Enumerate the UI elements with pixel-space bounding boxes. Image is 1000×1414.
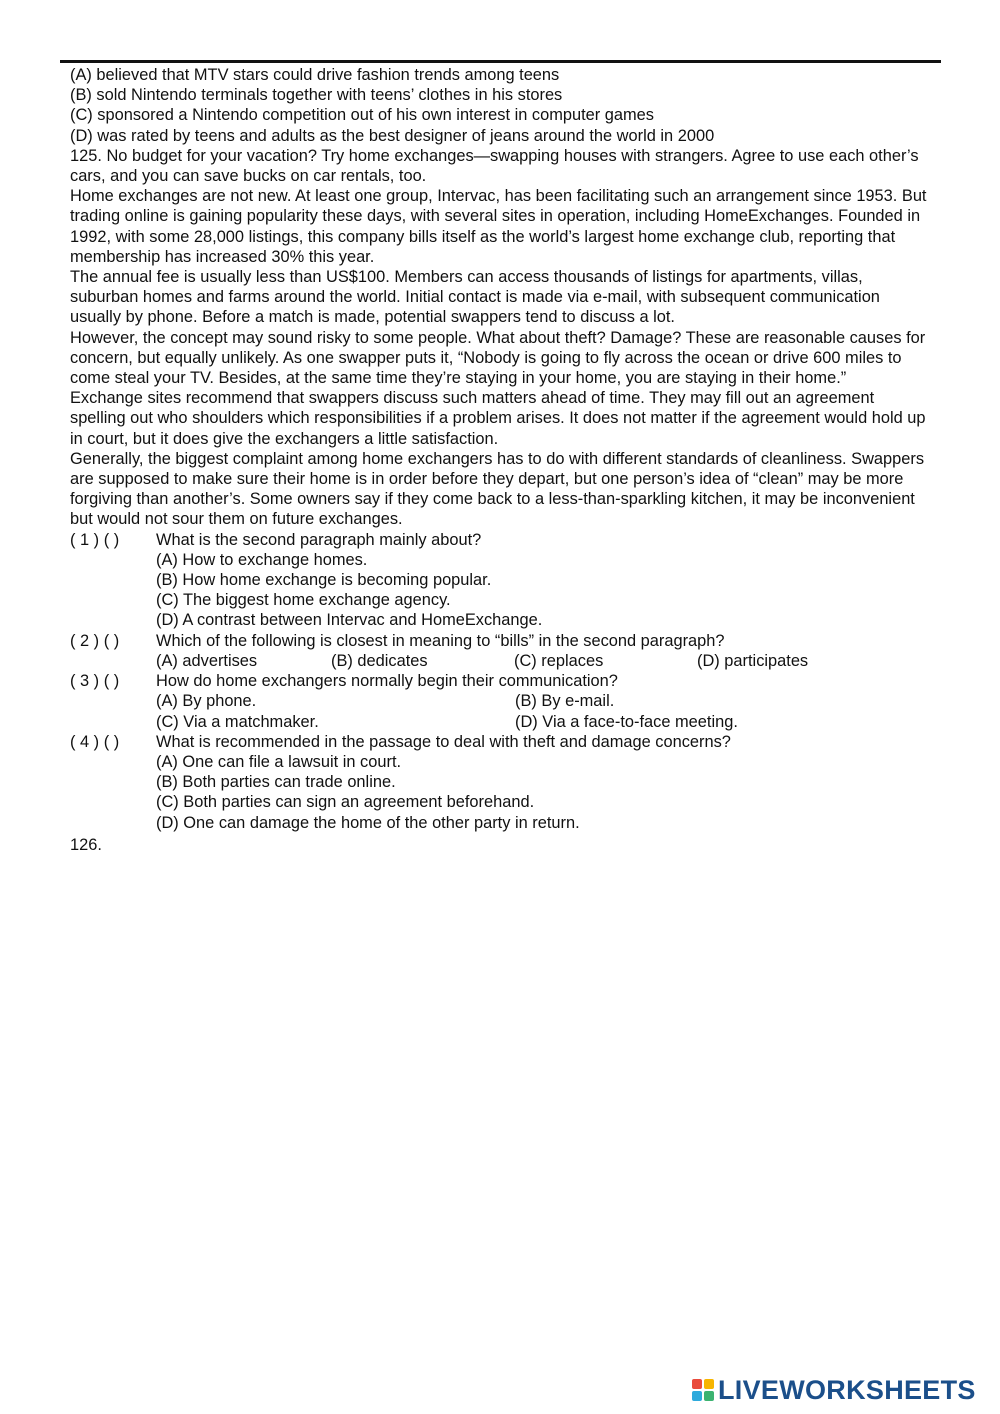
question-text: What is the second paragraph mainly about? [156, 530, 482, 549]
logo-square [704, 1379, 714, 1389]
answer-blank-2[interactable]: ( 2 ) ( ) [70, 631, 120, 650]
options-row [70, 712, 930, 732]
options-row [70, 651, 930, 671]
option: (D) Via a face-to-face meeting. [515, 712, 738, 731]
intro-option-b: (B) sold Nintendo terminals together with teens’ clothes in his stores [70, 86, 563, 105]
logo-square [692, 1379, 702, 1389]
option: (C) Via a matchmaker. [156, 712, 319, 731]
logo-square [704, 1391, 714, 1401]
passage-paragraph: Exchange sites recommend that swappers discuss such matters ahead of time. They may fill out an agreement spelling out who shoulders which responsibilities if a problem arises. It does not matter if the agreement would hold up in court, but it does give the exchangers a little satisfaction. [70, 389, 926, 448]
answer-blank-1[interactable]: ( 1 ) ( ) [70, 530, 120, 549]
intro-option-d: (D) was rated by teens and adults as the best designer of jeans around the world in 2000 [70, 126, 715, 145]
option: (C) Both parties can sign an agreement beforehand. [156, 793, 535, 812]
top-rule [60, 60, 941, 63]
question-2 [70, 631, 930, 651]
question-text: Which of the following is closest in meaning to “bills” in the second paragraph? [156, 631, 725, 650]
worksheet-content [70, 65, 930, 855]
option: (C) replaces [514, 651, 604, 670]
passage-paragraph: Generally, the biggest complaint among home exchangers has to do with different standards of cleanliness. Swappers are supposed to make sure their home is in order before they depart, but one person’s idea of “clean” may be more forgiving than another’s. Some owners say if they come back to a less-than-sparkling kitchen, it may be inconvenient but would not sour them on future exchanges. [70, 449, 925, 529]
question-text: What is recommended in the passage to deal with theft and damage concerns? [156, 732, 731, 751]
next-question-number: 126. [70, 835, 102, 854]
option: (A) One can file a lawsuit in court. [156, 752, 402, 771]
passage-paragraph: Home exchanges are not new. At least one group, Intervac, has been facilitating such an arrangement since 1953. But trading online is gaining popularity these days, with several sites in operation, including HomeExchanges. Founded in 1992, with some 28,000 listings, this company bills itself as the world’s largest home exchange club, reporting that membership has increased 30% this year. [70, 187, 927, 266]
option: (D) One can damage the home of the other party in return. [156, 813, 580, 832]
option: (B) dedicates [331, 651, 428, 670]
intro-option-c: (C) sponsored a Nintendo competition out of his own interest in computer games [70, 106, 654, 125]
passage-paragraph: The annual fee is usually less than US$100. Members can access thousands of listings for apartments, villas, suburban homes and farms around the world. Initial contact is made via e-mail, with subsequent communication usually by phone. Before a match is made, potential swappers tend to discuss a lot. [70, 268, 880, 327]
logo-grid-icon [692, 1379, 714, 1401]
liveworksheets-logo [692, 1376, 976, 1404]
option: (B) How home exchange is becoming popular. [156, 571, 492, 590]
option: (B) Both parties can trade online. [156, 773, 396, 792]
question-text: How do home exchangers normally begin their communication? [156, 672, 618, 691]
logo-square [692, 1391, 702, 1401]
options-row [70, 691, 930, 711]
intro-option-a: (A) believed that MTV stars could drive fashion trends among teens [70, 66, 560, 84]
option: (D) participates [697, 651, 809, 670]
option: (A) By phone. [156, 692, 257, 711]
question-3 [70, 671, 930, 691]
option: (B) By e-mail. [515, 692, 615, 711]
option: (A) How to exchange homes. [156, 550, 368, 569]
question-1 [70, 530, 930, 550]
option: (C) The biggest home exchange agency. [156, 591, 451, 610]
question-4 [70, 732, 930, 752]
logo-text: LIVEWORKSHEETS [718, 1374, 976, 1405]
passage-paragraph: However, the concept may sound risky to some people. What about theft? Damage? These are reasonable causes for concern, but equally unlikely. As one swapper puts it, “Nobody is going to fly across the ocean or drive 600 miles to come steal your TV. Besides, at the same time they’re staying in your home, you are staying in their home.” [70, 328, 926, 388]
option: (D) A contrast between Intervac and HomeExchange. [156, 611, 543, 630]
passage-intro: 125. No budget for your vacation? Try home exchanges—swapping houses with strangers. Agree to use each other’s cars, and you can save bucks on car rentals, too. [70, 146, 919, 186]
option: (A) advertises [156, 651, 258, 670]
answer-blank-4[interactable]: ( 4 ) ( ) [70, 732, 120, 751]
answer-blank-3[interactable]: ( 3 ) ( ) [70, 672, 120, 691]
